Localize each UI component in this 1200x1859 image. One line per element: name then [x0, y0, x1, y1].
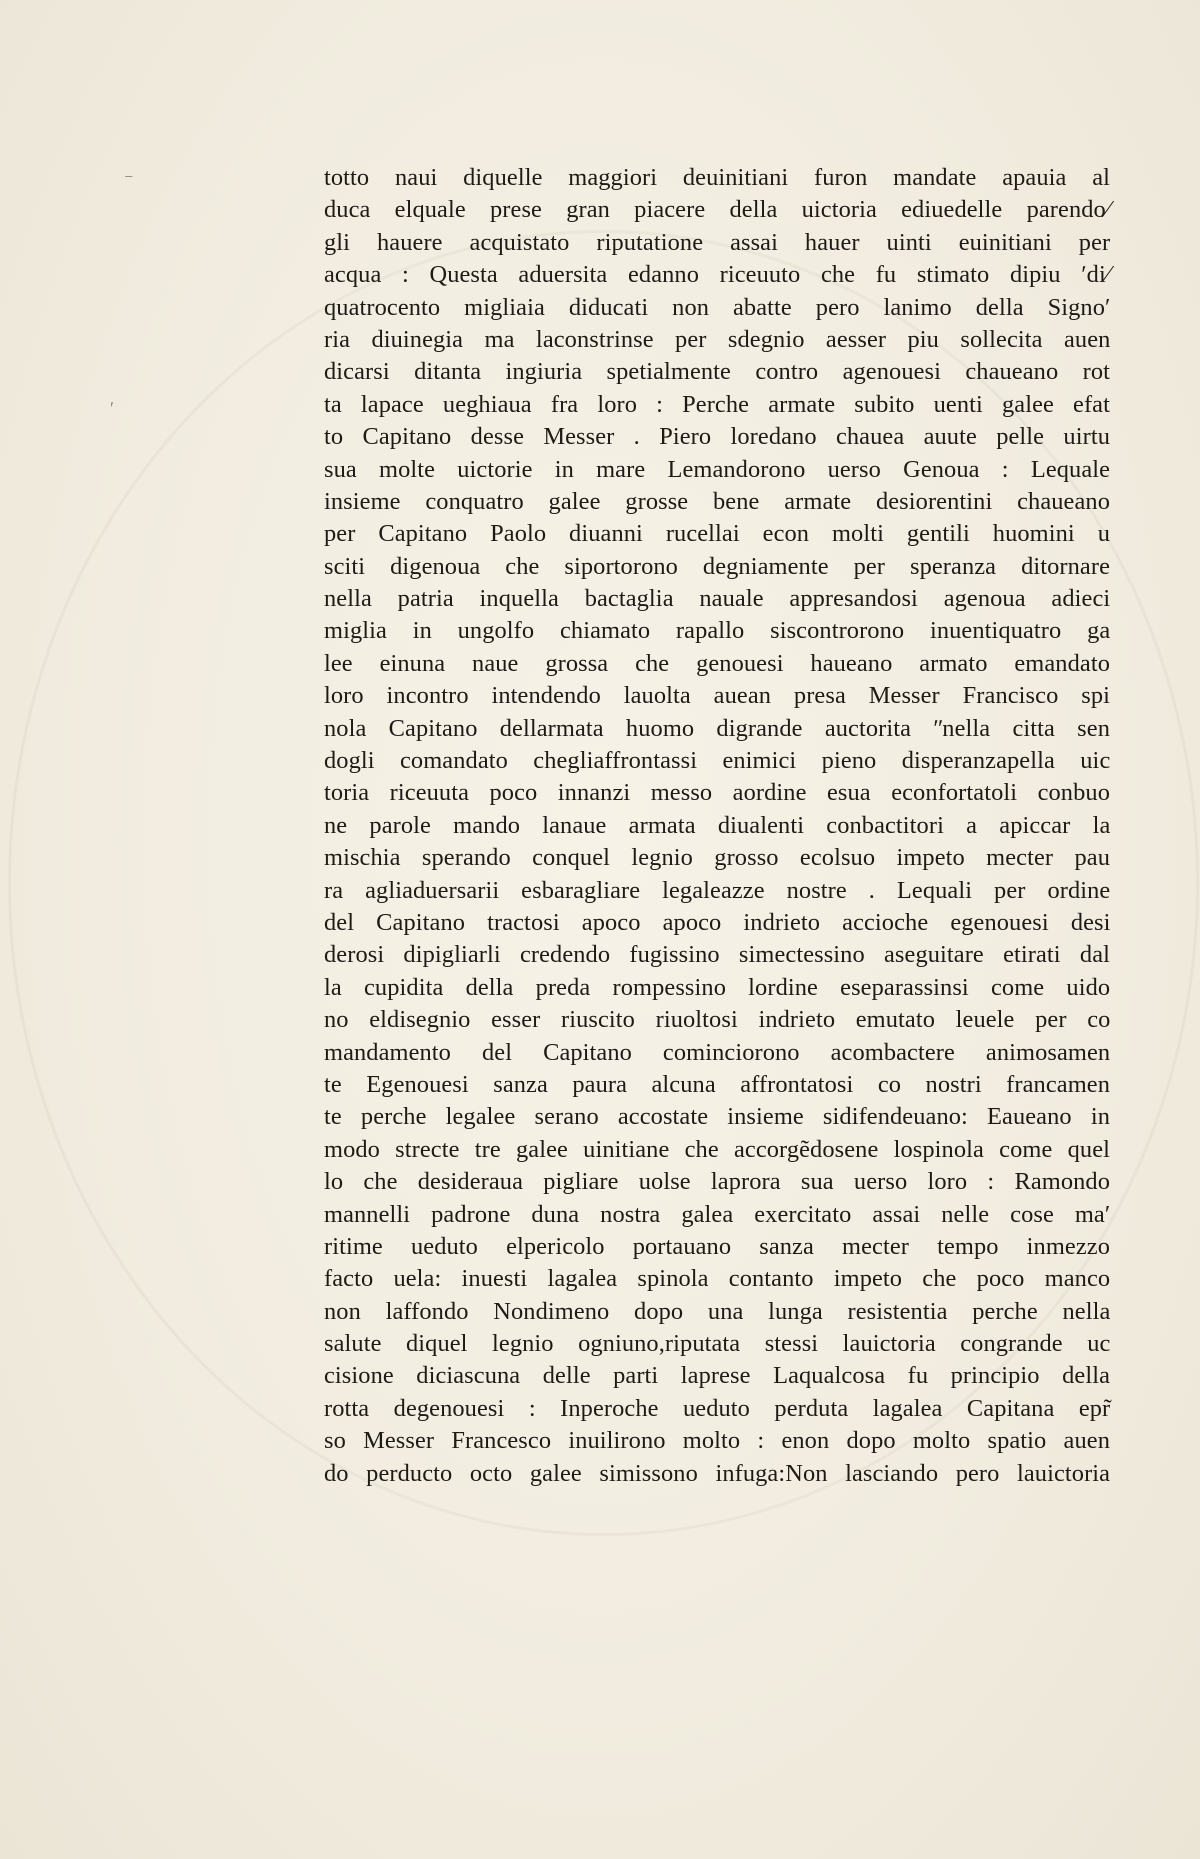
text-line: duca elquale prese gran piacere della uictoria ediuedelle parendo⁄ [324, 196, 1110, 224]
text-column [324, 162, 1110, 1490]
text-line: loro incontro intendendo lauolta auean presa Messer Francisco spi [324, 682, 1110, 710]
text-line: insieme conquatro galee grosse bene armate desiorentini chaueano [324, 487, 1110, 515]
text-line: rotta degenouesi : Inperoche ueduto perduta lagalea Capitana epr̃ [324, 1394, 1111, 1422]
text-line: te perche legalee serano accostate insieme sidifendeuano: Eaueano in [324, 1103, 1110, 1131]
text-line: non laffondo Nondimeno dopo una lunga resistentia perche nella [324, 1297, 1111, 1325]
text-line: salute diquel legnio ogniuno,riputata stessi lauictoria congrande uc [324, 1330, 1111, 1358]
text-line: lo che desideraua pigliare uolse laprora sua uerso loro : Ramondo [324, 1168, 1110, 1196]
text-line: sciti digenoua che siportorono degniamente per speranza ditornare [324, 552, 1110, 580]
text-line: mischia sperando conquel legnio grosso ecolsuo impeto mecter pau [324, 844, 1110, 872]
text-line: toria riceuuta poco innanzi messo aordine esua econfortatoli conbuo [324, 779, 1110, 807]
text-line: totto naui diquelle maggiori deuinitiani furon mandate apauia al [324, 164, 1110, 191]
text-line: no eldisegnio esser riuscito riuoltosi indrieto emutato leuele per co [324, 1006, 1111, 1034]
text-line: sua molte uictorie in mare Lemandorono uerso Genoua : Lequale [324, 455, 1111, 483]
text-line: la cupidita della preda rompessino lordine eseparassinsi come uido [324, 973, 1111, 1001]
text-line: te Egenouesi sanza paura alcuna affrontatosi co nostri francamen [324, 1070, 1110, 1098]
text-line: per Capitano Paolo diuanni rucellai econ molti gentili huomini u [324, 520, 1110, 548]
text-line: gli hauere acquistato riputatione assai hauer uinti euinitiani per [324, 228, 1111, 256]
text-line: mandamento del Capitano cominciorono acombactere animosamen [324, 1038, 1111, 1066]
text-line: cisione diciascuna delle parti laprese Laqualcosa fu principio della [324, 1362, 1110, 1390]
text-line: to Capitano desse Messer . Piero loredano chauea auute pelle uirtu [324, 423, 1110, 451]
text-line: acqua : Questa aduersita edanno riceuuto che fu stimato dipiu ʹdi⁄ [324, 261, 1110, 289]
text-line: derosi dipigliarli credendo fugissino simectessino aseguitare etirati dal [324, 941, 1110, 969]
text-line: nella patria inquella bactaglia nauale appresandosi agenoua adieci [324, 585, 1111, 613]
text-line: del Capitano tractosi apoco apoco indrieto accioche egenouesi desi [324, 908, 1111, 936]
text-line: ra agliaduersarii esbaragliare legaleazze nostre . Lequali per ordine [324, 876, 1111, 904]
text-line: quatrocento migliaia diducati non abatte pero lanimo della Signo′ [324, 293, 1111, 321]
text-line: ritime ueduto elpericolo portauano sanza mecter tempo inmezzo [324, 1232, 1110, 1260]
text-line: ta lapace ueghiaua fra loro : Perche armate subito uenti galee efat [324, 390, 1110, 418]
text-line: facto uela: inuesti lagalea spinola contanto impeto che poco manco [324, 1265, 1111, 1293]
text-line: nola Capitano dellarmata huomo digrande auctorita ʺnella citta sen [324, 714, 1110, 742]
text-line: do perducto octo galee simissono infuga:Non lasciando pero lauictoria [324, 1459, 1111, 1487]
text-line: miglia in ungolfo chiamato rapallo siscontrorono inuentiquatro ga [324, 617, 1111, 645]
text-line: ria diuinegia ma laconstrinse per sdegnio aesser piu sollecita auen [324, 325, 1111, 353]
text-line: modo strecte tre galee uinitiane che accorgẽdosene lospinola come quel [324, 1135, 1110, 1163]
text-line: so Messer Francesco inuilirono molto : enon dopo molto spatio auen [324, 1427, 1110, 1455]
text-line: ne parole mando lanaue armata diualenti conbactitori a apiccar la [324, 811, 1111, 839]
text-line: dogli comandato chegliaffrontassi enimici pieno disperanzapella uic [324, 747, 1111, 775]
margin-mark: ʹ [110, 398, 114, 418]
text-line: lee einuna naue grossa che genouesi haueano armato emandato [324, 649, 1110, 677]
text-line: dicarsi ditanta ingiuria spetialmente contro agenouesi chaueano rot [324, 358, 1110, 386]
text-line: mannelli padrone duna nostra galea exercitato assai nelle cose ma′ [324, 1200, 1111, 1228]
margin-mark: ⁻ [124, 170, 134, 190]
